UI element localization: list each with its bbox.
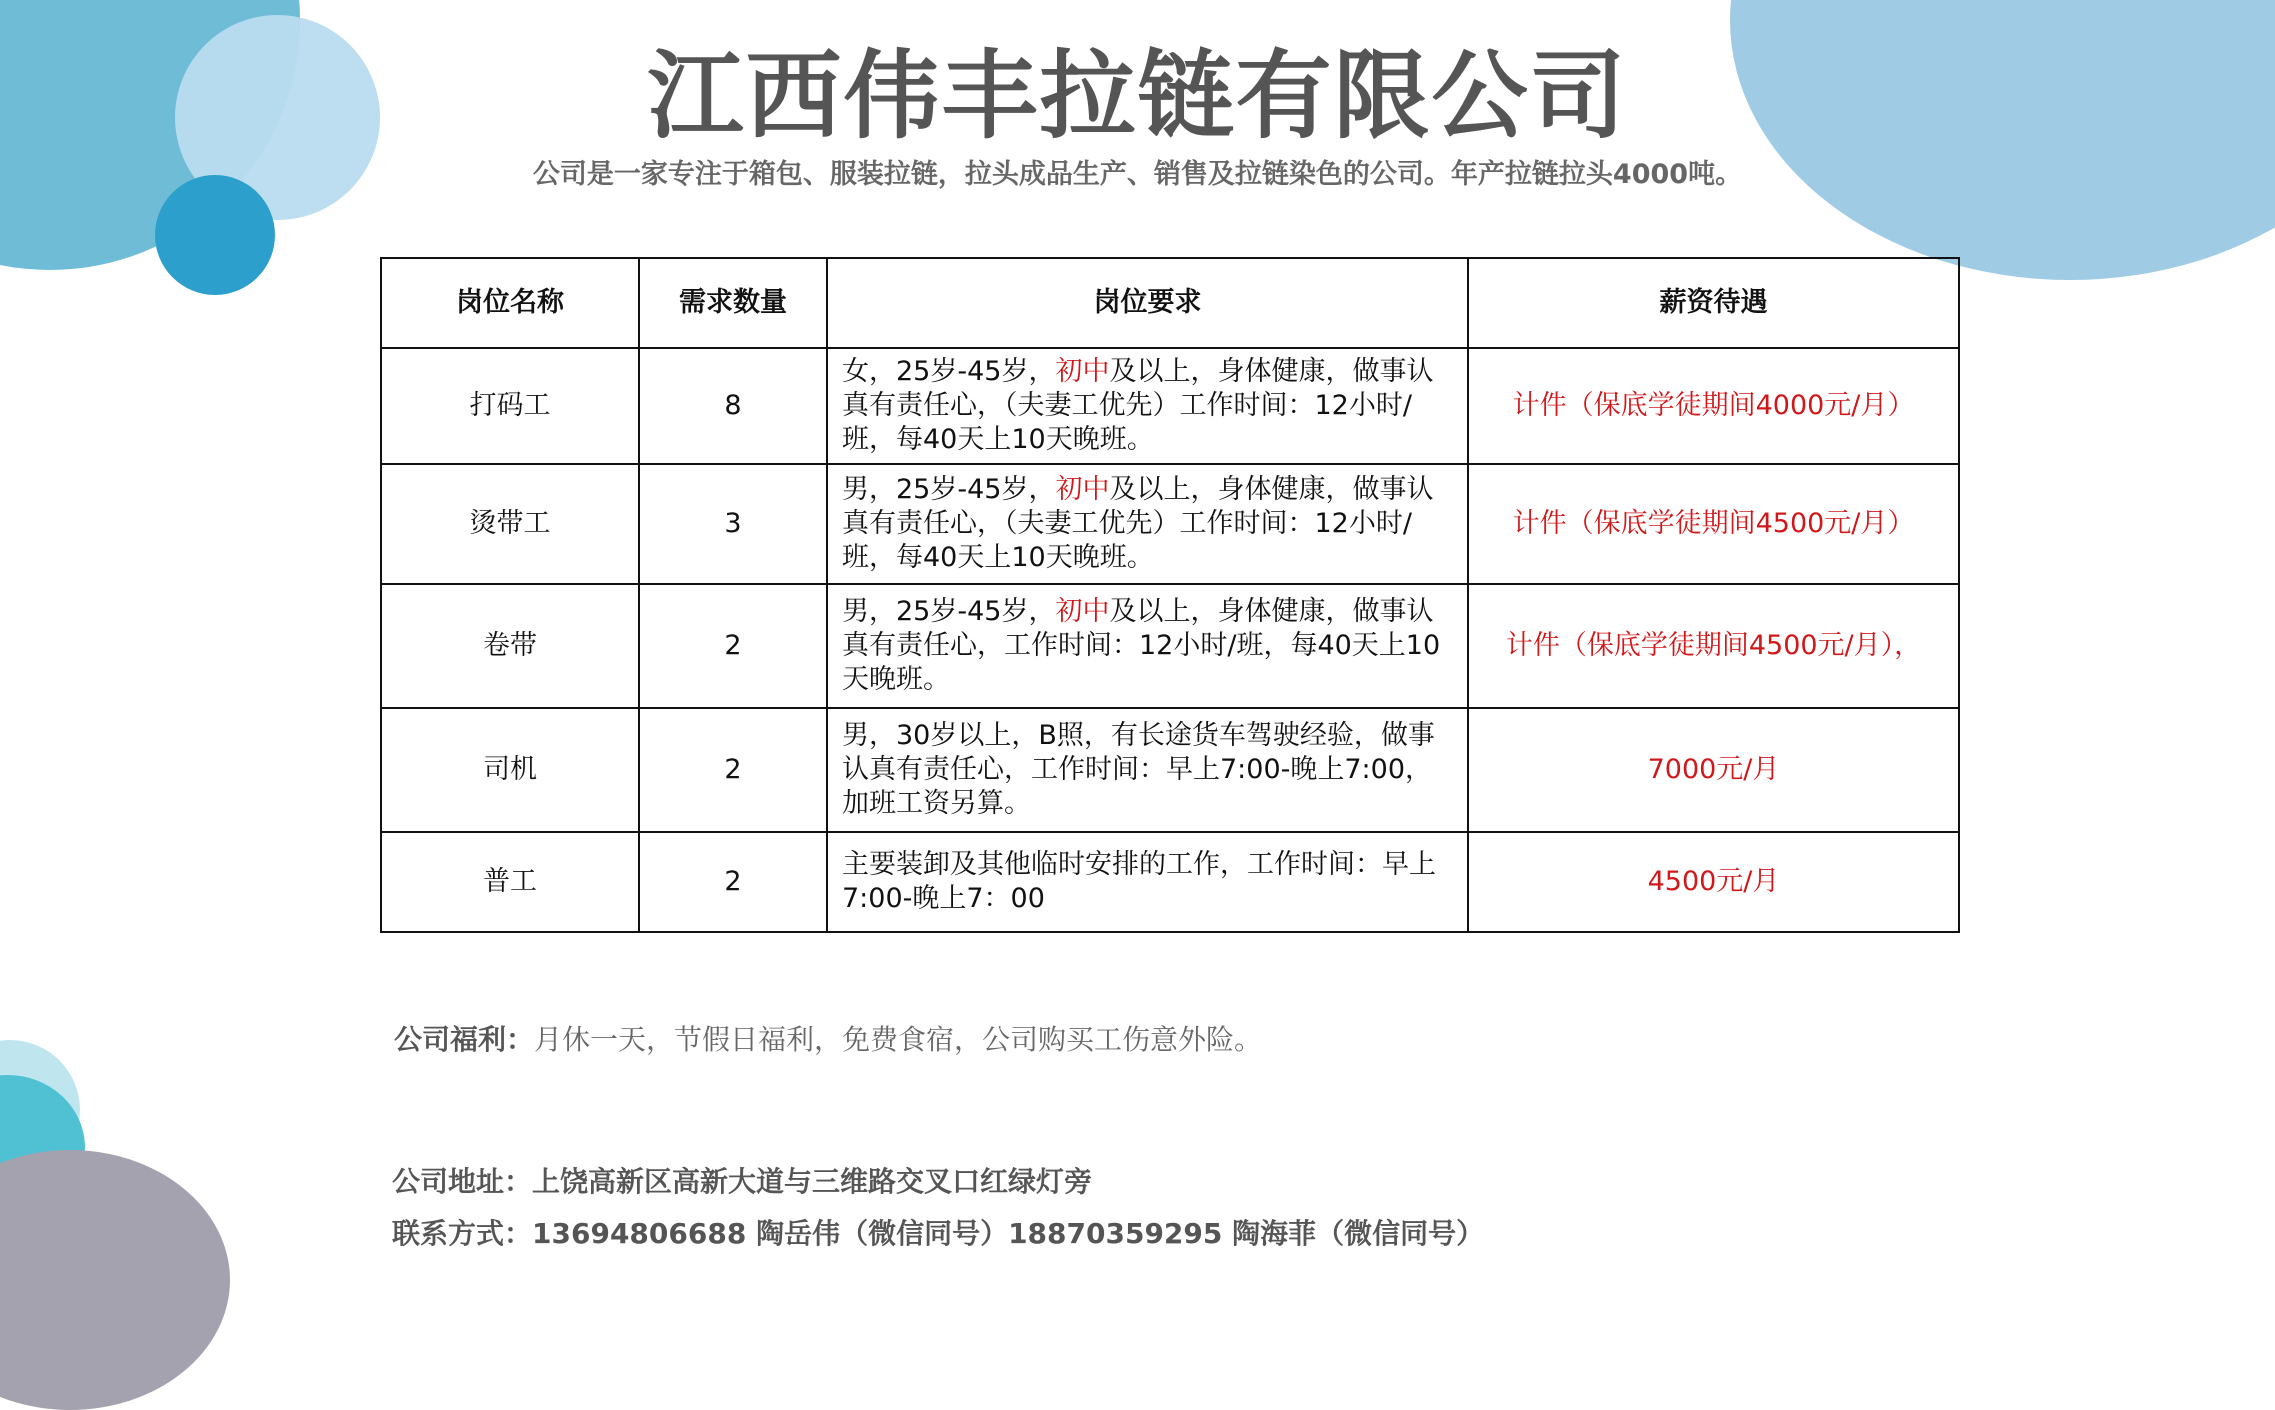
salary-cell: 7000元/月 (1468, 708, 1959, 832)
header-position: 岗位名称 (381, 258, 639, 348)
requirement-cell (827, 832, 1468, 932)
salary-cell: 计件（保底学徒期间4000元/月） (1468, 348, 1959, 464)
decor-circle-small (155, 175, 275, 295)
company-intro: 公司是一家专注于箱包、服装拉链，拉头成品生产、销售及拉链染色的公司。年产拉链拉头4000吨。 (532, 159, 1743, 190)
requirement-text: 主要装卸及其他临时安排的工作，工作时间：早上7:00-晚上7：00 (842, 849, 1436, 914)
requirement-cell (827, 708, 1468, 832)
requirement-text: 男，30岁以上，B照，有长途货车驾驶经验，做事认真有责任心，工作时间：早上7:00-晚上7:00，加班工资另算。 (842, 720, 1435, 819)
header-salary: 薪资待遇 (1468, 258, 1959, 348)
position-cell: 打码工 (381, 348, 639, 464)
count-cell: 2 (639, 708, 827, 832)
education-highlight: 初中 (1055, 596, 1110, 627)
position-cell: 烫带工 (381, 464, 639, 584)
job-table (380, 257, 1960, 933)
requirement-text-rest: 及以上，身体健康，做事认真有责任心，（夫妻工优先）工作时间：12小时/班，每40天上10天晚班。 (842, 474, 1434, 573)
salary-cell: 计件（保底学徒期间4500元/月） (1468, 464, 1959, 584)
contact-text: 13694806688 陶岳伟（微信同号）18870359295 陶海菲（微信同号） (532, 1217, 1485, 1250)
education-highlight: 初中 (1055, 356, 1110, 387)
requirement-text: 女，25岁-45岁， (842, 356, 1056, 387)
table-row (381, 464, 1959, 584)
address-label: 公司地址： (392, 1165, 533, 1198)
decor-circle-bottom-gray (0, 1150, 230, 1410)
table-row (381, 584, 1959, 708)
requirement-cell (827, 348, 1468, 464)
requirement-cell (827, 464, 1468, 584)
position-cell: 普工 (381, 832, 639, 932)
table-row (381, 708, 1959, 832)
company-address (392, 1160, 1092, 1200)
page-title: 江西伟丰拉链有限公司 (647, 40, 1628, 152)
welfare-label: 公司福利： (394, 1023, 535, 1056)
table-row (381, 348, 1959, 464)
salary-cell: 4500元/月 (1468, 832, 1959, 932)
position-cell: 司机 (381, 708, 639, 832)
requirement-text: 男，25岁-45岁， (842, 596, 1056, 627)
requirement-text-rest: 及以上，身体健康，做事认真有责任心，工作时间：12小时/班，每40天上10天晚班。 (842, 596, 1441, 695)
header-requirements: 岗位要求 (827, 258, 1468, 348)
count-cell: 2 (639, 584, 827, 708)
address-text: 上饶高新区高新大道与三维路交叉口红绿灯旁 (532, 1165, 1093, 1198)
contact-info (392, 1212, 1484, 1252)
header-count: 需求数量 (639, 258, 827, 348)
position-cell: 卷带 (381, 584, 639, 708)
requirement-cell (827, 584, 1468, 708)
welfare-text: 月休一天，节假日福利，免费食宿，公司购买工伤意外险。 (534, 1023, 1263, 1056)
contact-label: 联系方式： (392, 1217, 533, 1250)
education-highlight: 初中 (1055, 474, 1110, 505)
table-header-row (381, 258, 1959, 348)
table-row (381, 832, 1959, 932)
company-welfare (394, 1018, 1262, 1058)
requirement-text-rest: 及以上，身体健康，做事认真有责任心，（夫妻工优先）工作时间：12小时/班，每40天上10天晚班。 (842, 356, 1434, 455)
salary-cell: 计件（保底学徒期间4500元/月）， (1468, 584, 1959, 708)
count-cell: 8 (639, 348, 827, 464)
requirement-text: 男，25岁-45岁， (842, 474, 1056, 505)
count-cell: 3 (639, 464, 827, 584)
count-cell: 2 (639, 832, 827, 932)
